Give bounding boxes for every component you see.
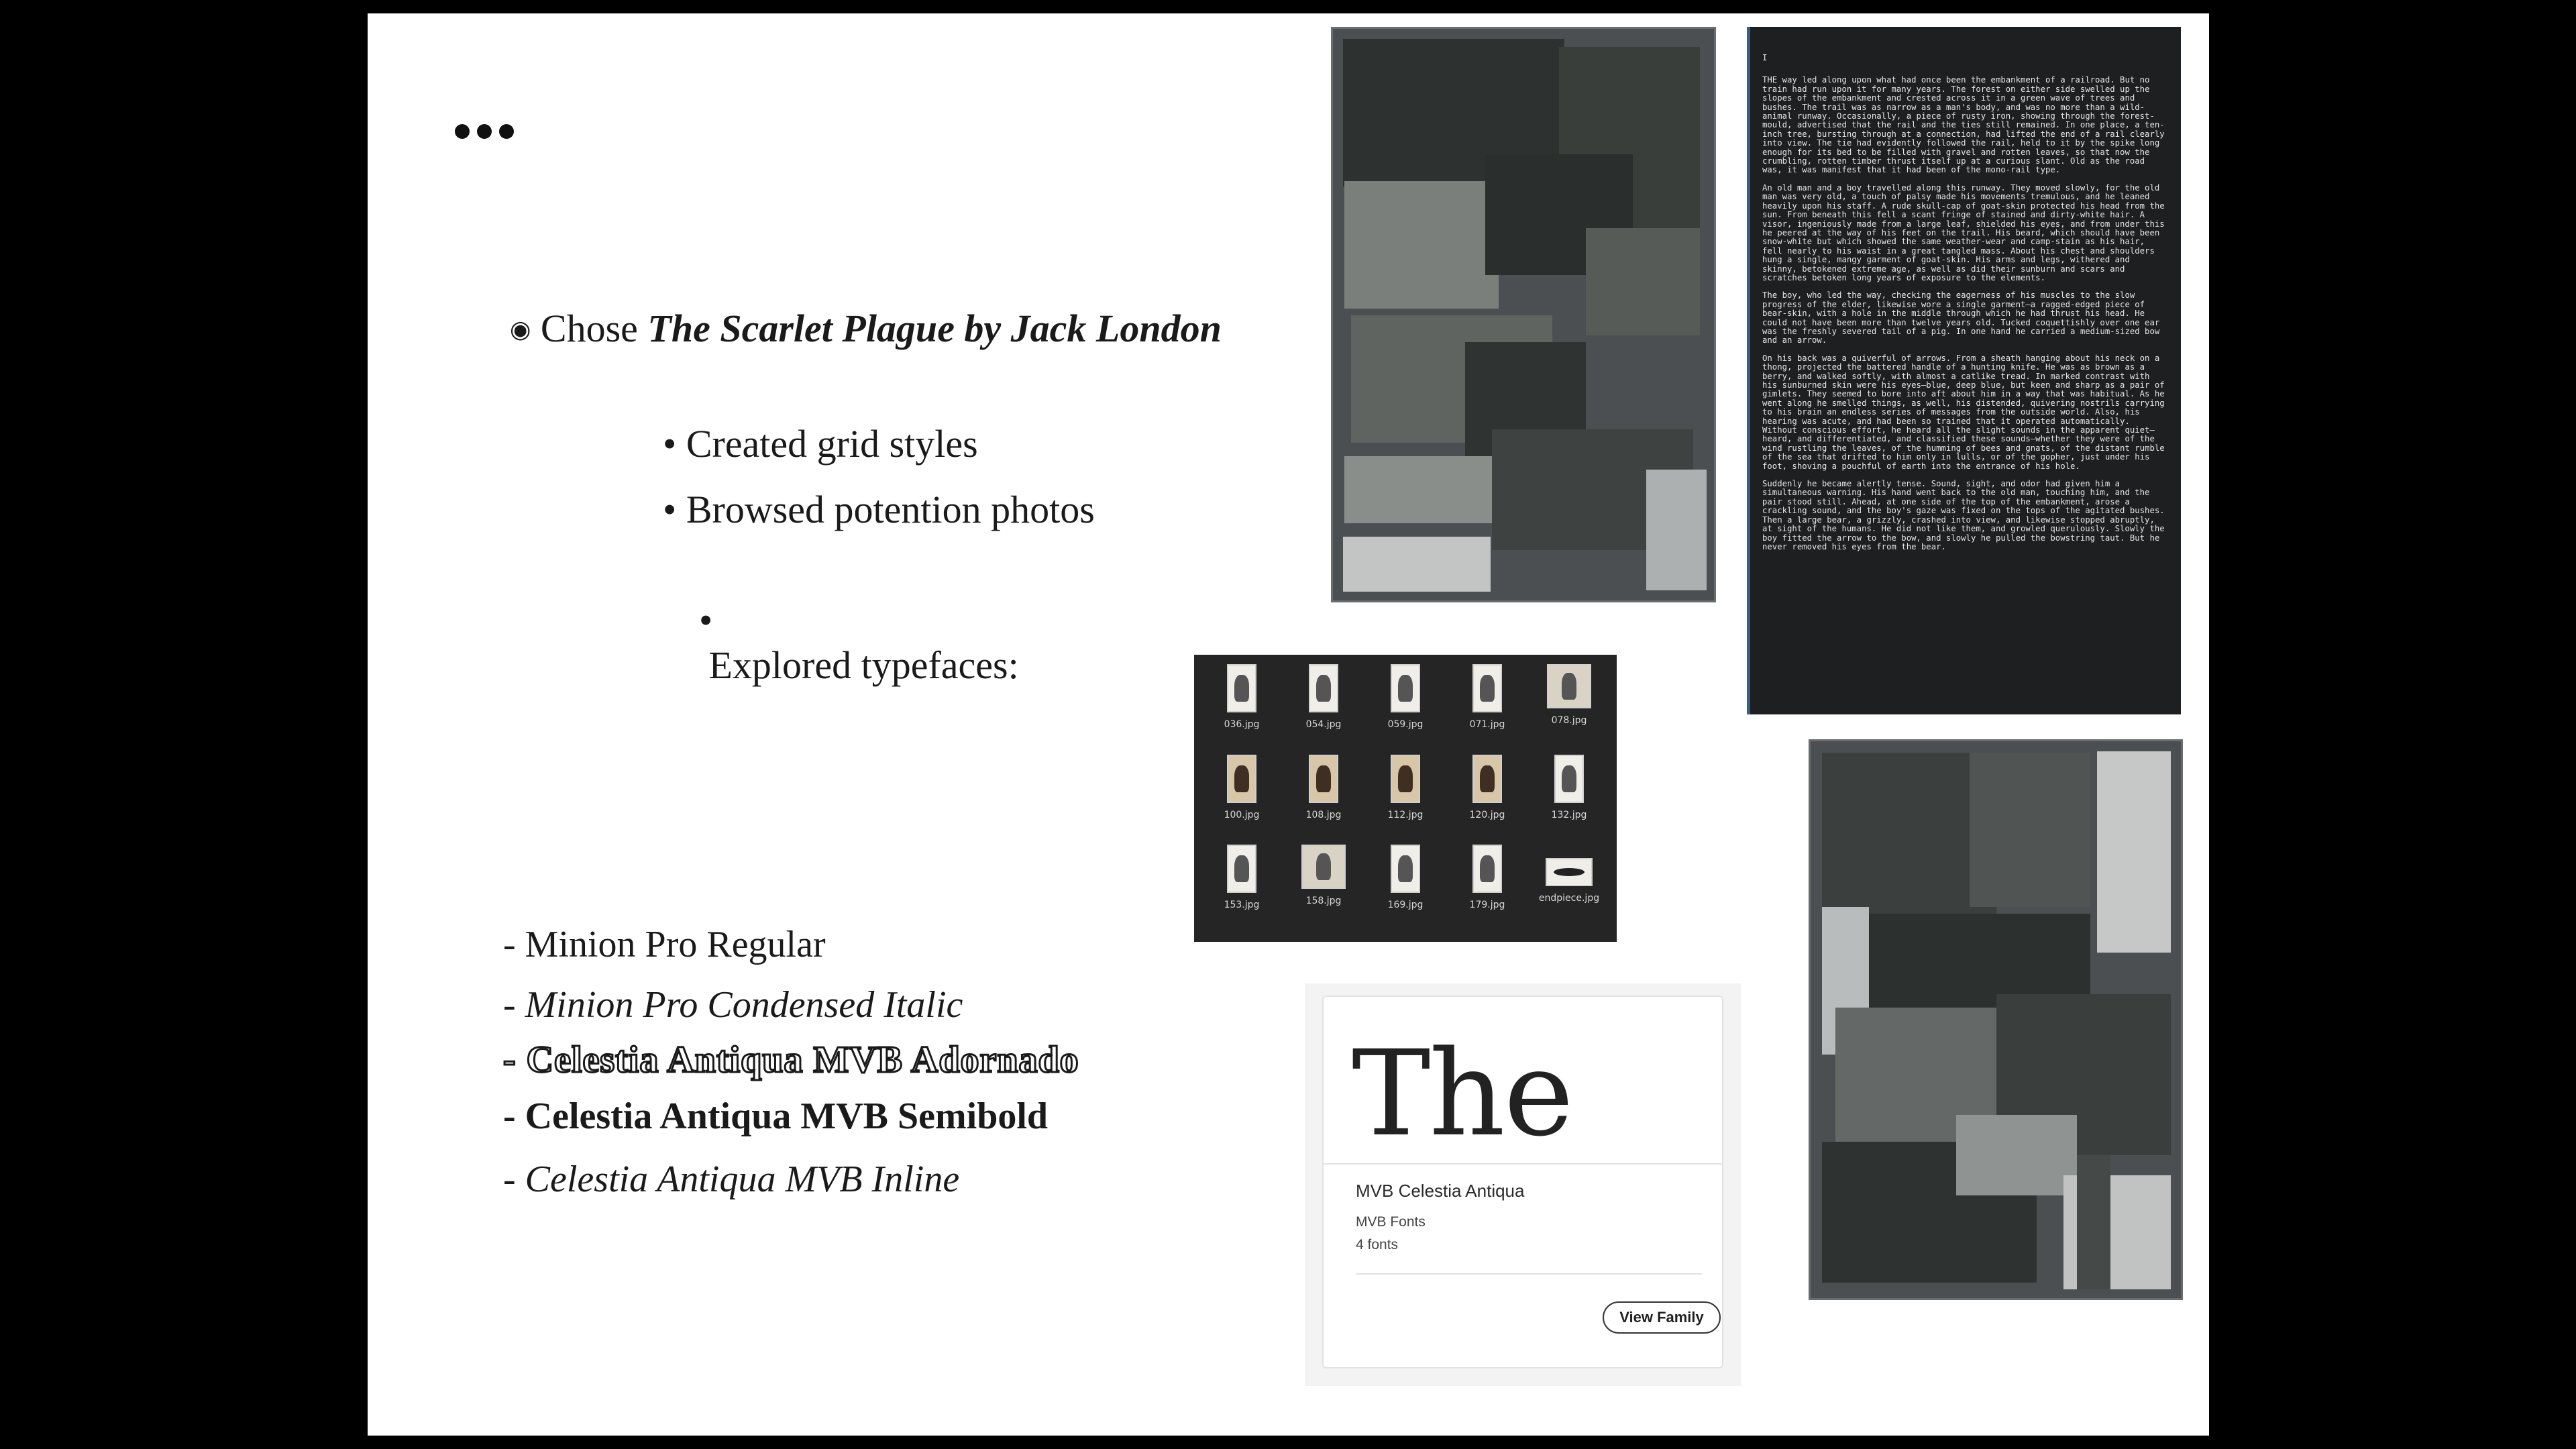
image-thumbnail[interactable] [1309,664,1338,712]
illustration-icon [1234,855,1249,882]
illustration-icon [1234,675,1249,702]
file-name: 059.jpg [1387,719,1424,730]
file-name: 179.jpg [1469,900,1505,911]
file-item[interactable] [1528,663,1610,753]
font-foundry: MVB Fonts [1356,1214,1426,1230]
typeface-minion-condensed-italic: - Minion Pro Condensed Italic [503,984,963,1026]
image-thumbnail[interactable] [1301,845,1346,889]
file-item[interactable] [1528,843,1610,934]
bullet-dot: • [699,598,713,642]
photo-collage-people [1809,739,2183,1300]
font-family-card [1322,996,1723,1368]
font-preview-panel [1305,983,1741,1386]
paragraph: The boy, who led the way, checking the eagerness of his muscles to the slow progress of the elder, likewise wore a single garment—a ragged-edged piece of bear-skin, with a hole in the middle through which he had thrust his head. He could not have been more than twelve years old. Tucked coquettishly over one ear was the freshly severed tail of a pig. In one hand he carried a medium-sized bow and an arrow. [1762,290,2160,345]
font-sample-text: The [1352,1025,1572,1163]
file-name: 100.jpg [1224,809,1260,820]
image-thumbnail[interactable] [1472,845,1502,893]
book-title: The Scarlet Plague by Jack London [647,307,1222,350]
typeface-celestia-adornado: - Celestia Antiqua MVB Adornado [503,1039,1079,1081]
file-item[interactable] [1446,843,1528,934]
divider [1356,1273,1702,1275]
file-item[interactable] [1364,753,1446,844]
image-thumbnail[interactable] [1309,755,1338,803]
bullet-marker-icon: ◉ [510,316,531,343]
bullet-dot: • [663,422,677,466]
typeface-minion-regular: - Minion Pro Regular [503,924,826,965]
image-thumbnail[interactable] [1391,664,1420,712]
chapter-heading: I [1762,53,1768,62]
file-name: 169.jpg [1387,900,1424,911]
main-bullet-prefix: Chose [540,307,648,350]
file-item[interactable] [1364,663,1446,753]
sub-bullet-1 [663,421,978,466]
illustration-icon [1398,675,1413,702]
bullet-dot: • [663,488,677,531]
sub-bullet-text: Explored typefaces: [699,643,1019,687]
file-name: endpiece.jpg [1538,893,1600,904]
illustration-icon [1480,855,1495,882]
illustration-icon [1316,765,1331,792]
file-item[interactable] [1446,753,1528,844]
illustration-icon [1398,765,1413,792]
illustration-icon [1562,765,1576,792]
paragraph: Suddenly he became alertly tense. Sound, sight, and odor had given him a simultaneous warning. His hand went back to the old man, touching him, and the pair stood still. Ahead, at one side of the top of the embankment, arose a crackling sound, and the boy's gaze was fixed on the tops of the agitated bushes. Then a large bear, a grizzly, crashed into view, and likewise stopped abruptly, at sight of the humans. He did not like them, and growled querulously. Slowly the boy fitted the arrow to the bow, and slowly he pulled the bowstring taut. But he never removed his eyes from the bear. [1762,479,2165,551]
illustration-icon [1234,765,1249,792]
file-name: 071.jpg [1469,719,1505,730]
illustration-icon [1398,855,1413,882]
image-thumbnail[interactable] [1472,755,1502,803]
illustration-icon [1316,853,1331,880]
typeface-celestia-inline: - Celestia Antiqua MVB Inline [503,1159,960,1200]
image-thumbnail[interactable] [1227,755,1256,803]
font-count: 4 fonts [1356,1237,1399,1252]
file-item[interactable] [1283,843,1364,934]
sub-bullet-3 [660,553,1019,733]
image-thumbnail[interactable] [1391,845,1420,893]
file-name: 036.jpg [1224,719,1260,730]
file-item[interactable] [1446,663,1528,753]
sub-bullet-2 [663,487,1095,532]
font-family-name: MVB Celestia Antiqua [1356,1181,1525,1201]
image-thumbnail[interactable] [1391,755,1420,803]
image-thumbnail[interactable] [1546,858,1593,886]
book-text-document [1747,27,2181,714]
file-name: 054.jpg [1305,719,1342,730]
paragraph: THE way led along upon what had once been the embankment of a railroad. But no train had run upon it for many years. The forest on either side swelled up the slopes of the embankment and crested across it in a green wave of trees and bushes. The trail was as narrow as a man's body, and was no more than a wild-animal runway. Occasionally, a piece of rusty iron, showing through the forest-mould, advertised that the rail and the ties still remained. In one place, a ten-inch tree, bursting through at a connection, had lifted the end of a rail clearly into view. The tie had evidently followed the rail, held to it by the spike long enough for its bed to be filled with gravel and rotten leaves, so that now the crumbling, rotten timber thrust itself up at a curious slant. Old as the road was, it was manifest that it had been of the mono-rail type. [1762,75,2165,175]
image-thumbnail[interactable] [1472,664,1502,712]
photo-collage-forest [1331,27,1716,602]
file-item[interactable] [1201,843,1283,934]
file-name: 153.jpg [1224,900,1260,911]
sub-bullet-text: Created grid styles [686,422,978,466]
image-thumbnail[interactable] [1554,755,1584,803]
image-thumbnail[interactable] [1227,664,1256,712]
file-item[interactable] [1201,753,1283,844]
file-item[interactable] [1201,663,1283,753]
illustration-icon [1554,868,1585,876]
illustration-icon [1480,675,1495,702]
ellipsis-icon [455,124,514,139]
paragraph: On his back was a quiverful of arrows. From a sheath hanging about his neck on a thong, projected the battered handle of a hunting knife. He was as brown as a berry, and walked softly, with almost a catlike tread. In marked contrast with his sunburned skin were his eyes—blue, deep blue, but keen and sharp as a pair of gimlets. They seemed to bore into aft about him in a way that was habitual. As he went along he smelled things, as well, his distended, quivering nostrils carrying to his brain an endless series of messages from the outside world. Also, his hearing was acute, and had been so trained that it operated automatically. Without conscious effort, he heard all the slight sounds in the apparent quiet—heard, and differentiated, and classified these sounds—whether they were of the wind rustling the leaves, of the humming of bees and gnats, of the distant rumble of the sea that drifted to him only in lulls, or of the gopher, just under his foot, shoving a pouchful of earth into the entrance of his hole. [1762,353,2165,471]
paragraph: An old man and a boy travelled along this runway. They moved slowly, for the old man was very old, a touch of palsy made his movements tremulous, and he leaned heavily upon his staff. A rude skull-cap of goat-skin protected his head from the sun. From beneath this fell a scant fringe of stained and dirty-white hair. A visor, ingeniously made from a large leaf, shielded his eyes, and from under this he peered at the way of his feet on the trail. His beard, which should have been snow-white but which showed the same weather-wear and camp-stain as his hair, fell nearly to his waist in a great tangled mass. About his chest and shoulders hung a single, mangy garment of goat-skin. His arms and legs, withered and skinny, betokened extreme age, as well as did their sunburn and scars and scratches betoken long years of exposure to the elements. [1762,182,2165,282]
file-name: 112.jpg [1387,809,1424,820]
illustration-icon [1480,765,1495,792]
view-family-button[interactable]: View Family [1603,1301,1721,1334]
file-item[interactable] [1283,663,1364,753]
main-bullet [510,306,1222,351]
file-item[interactable] [1528,753,1610,844]
file-name: 120.jpg [1469,809,1505,820]
file-name: 158.jpg [1305,896,1342,907]
image-thumbnail[interactable] [1227,845,1256,893]
file-name: 078.jpg [1551,715,1587,726]
image-file-browser [1194,655,1617,942]
slide [368,13,2209,1436]
illustration-icon [1562,673,1576,700]
divider [1324,1163,1722,1165]
illustration-icon [1316,675,1331,702]
typeface-celestia-semibold: - Celestia Antiqua MVB Semibold [503,1095,1049,1137]
file-item[interactable] [1283,753,1364,844]
file-name: 108.jpg [1305,809,1342,820]
file-item[interactable] [1364,843,1446,934]
file-name: 132.jpg [1551,809,1587,820]
sub-bullet-text: Browsed potention photos [686,488,1095,531]
image-thumbnail[interactable] [1547,664,1591,708]
